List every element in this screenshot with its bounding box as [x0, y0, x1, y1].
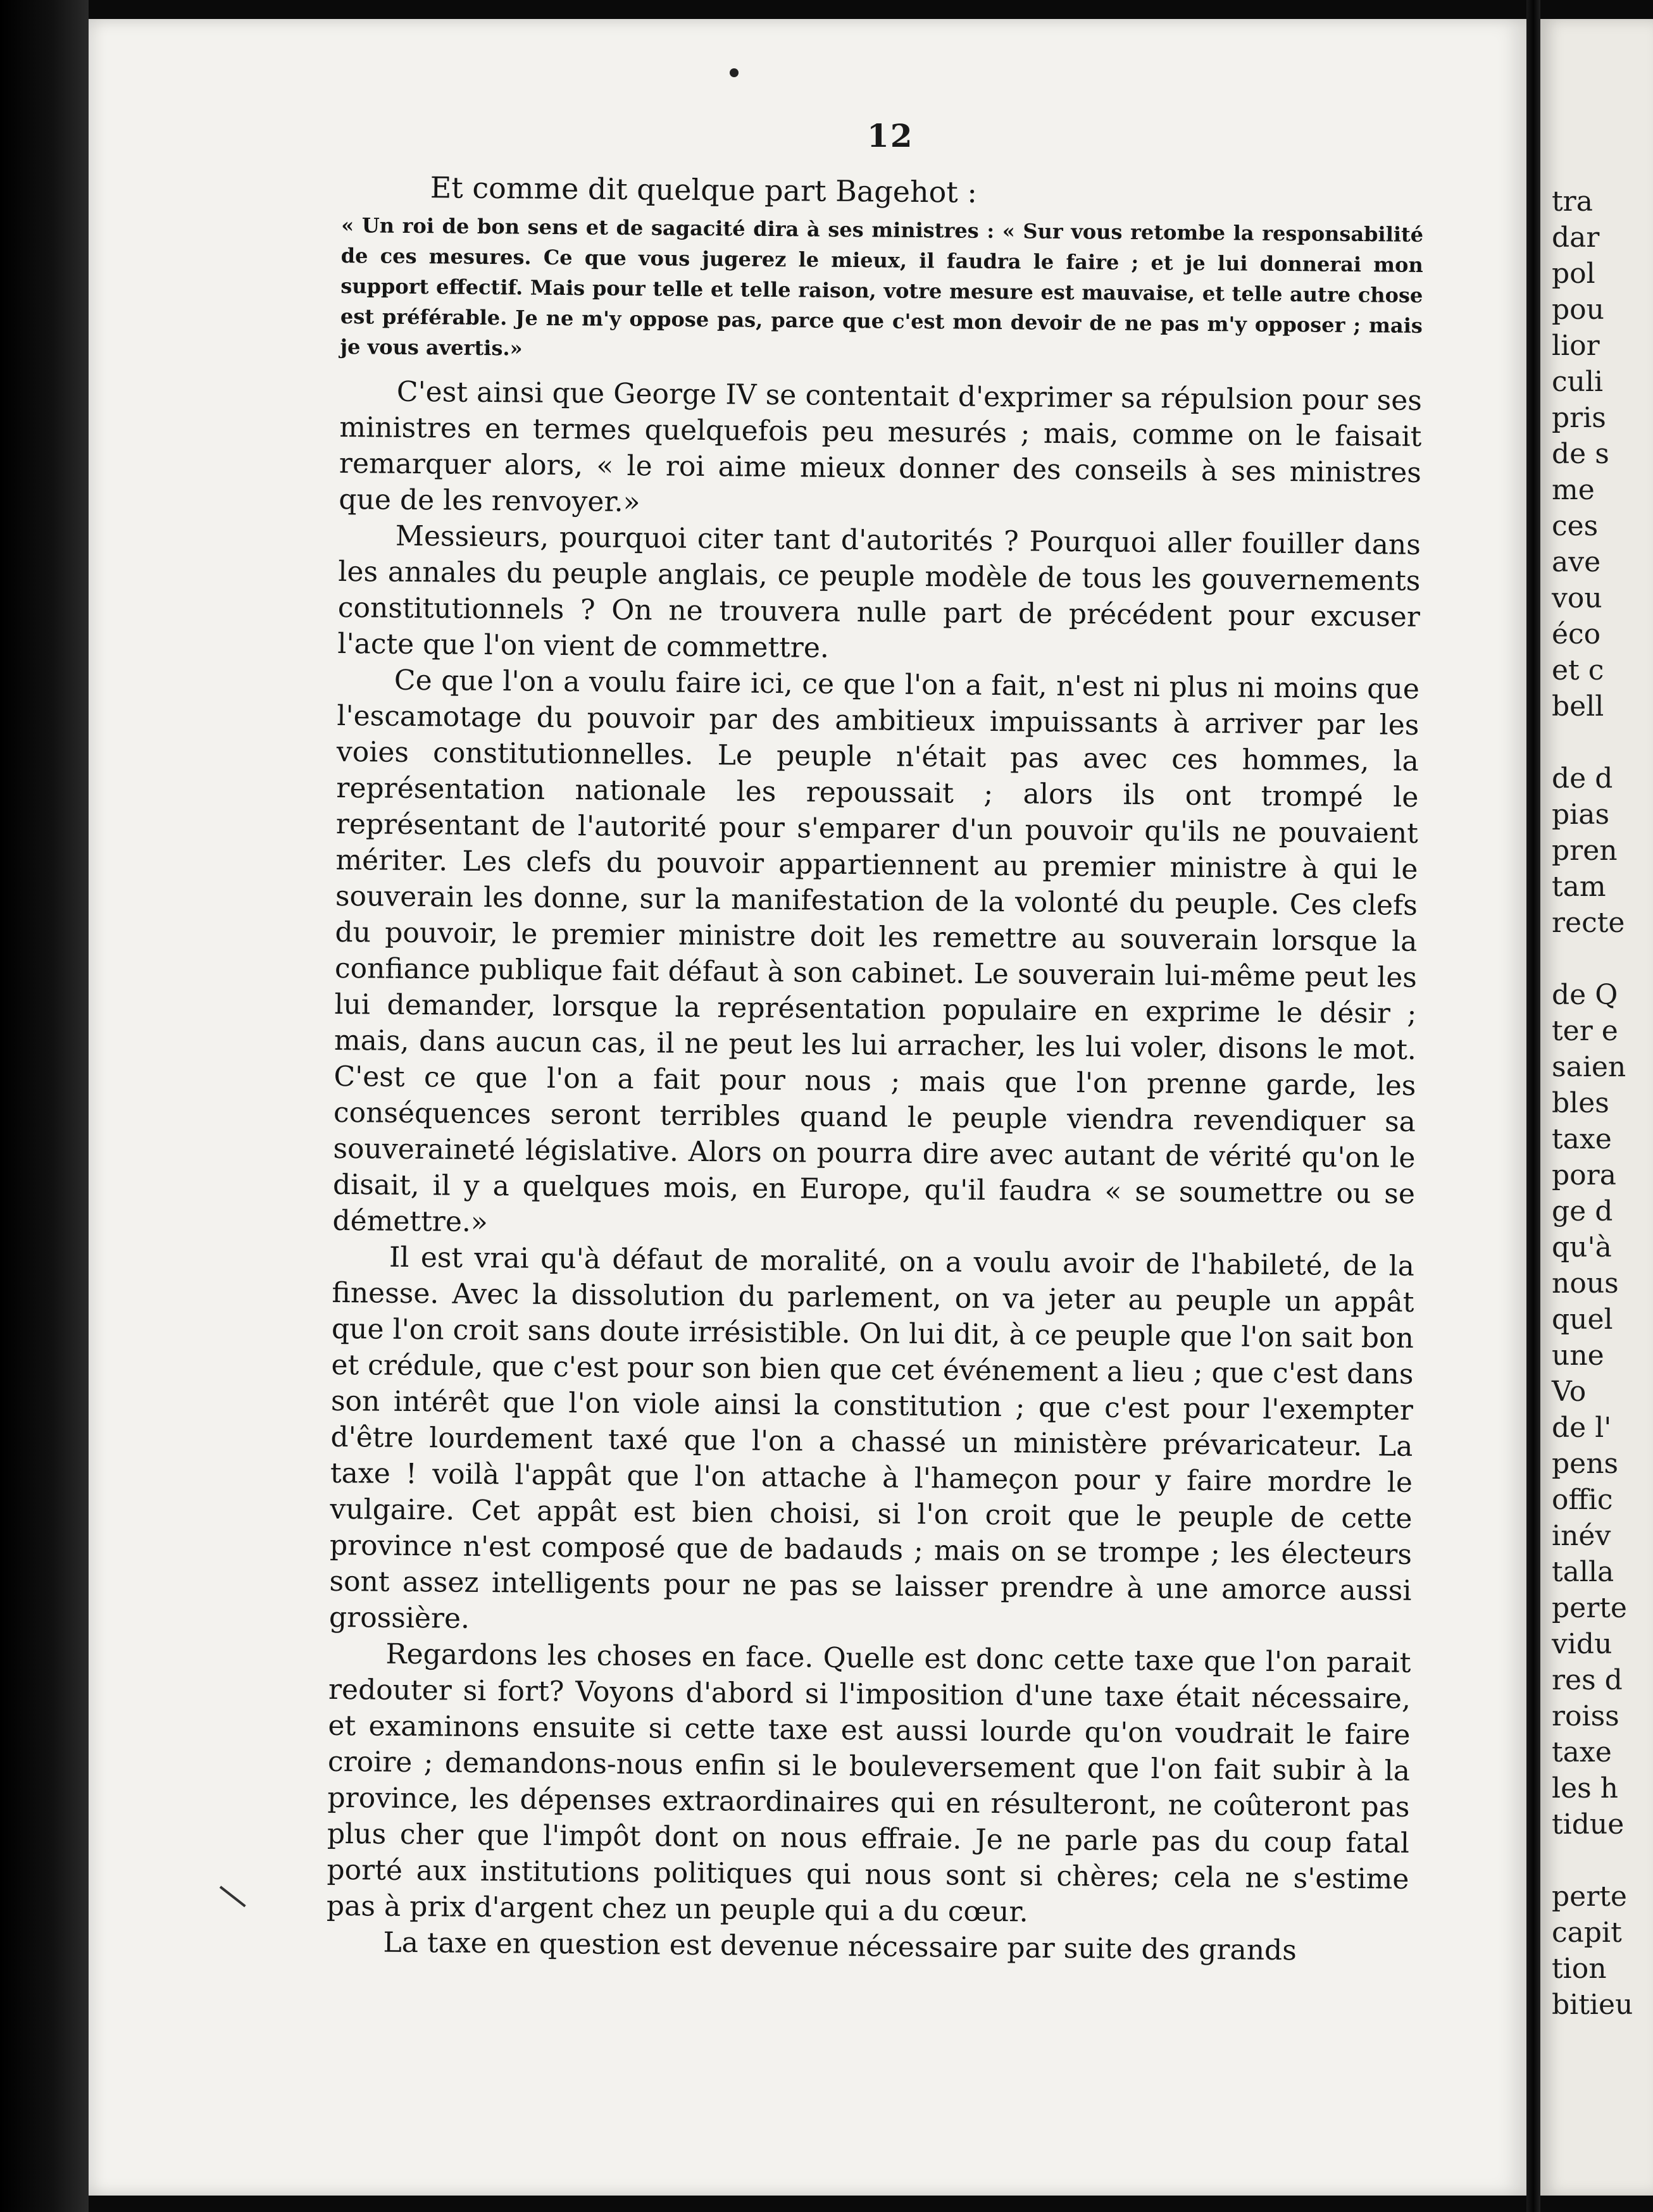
next-page-line: saien — [1552, 1051, 1626, 1083]
next-page-line: dar — [1552, 221, 1600, 254]
next-page-line: Vo — [1552, 1376, 1587, 1408]
ink-dot — [730, 68, 739, 77]
next-page-line: de s — [1552, 438, 1609, 470]
next-page-line: tion — [1552, 1953, 1607, 1985]
next-page-fragment — [1540, 19, 1653, 2196]
next-page-line: de Q — [1552, 979, 1618, 1011]
next-page-line: ces — [1552, 510, 1599, 542]
next-page-line — [1552, 724, 1653, 761]
page-fold — [1526, 0, 1540, 2212]
text-body — [326, 167, 1424, 1970]
paragraph-habilete: Il est vrai qu'à défaut de moralité, on a voulu avoir de l'habileté, de la finesse. Avec la dissolution du parlement, on va jeter au peuple un appât que l'on croit sans doute irrésistible. On lui dit, à ce peuple que l'on sait bon et crédule, que c'est pour son bien que cet événement a lieu ; que c'est dans son intérêt que l'on viole ainsi la constitution ; que c'est pour l'exempter d'être lourdement taxé que l'on a chassé un ministère prévaricateur. La taxe ! voilà l'appât que l'on attache à l'hameçon pour y faire mordre le vulgaire. Cet appât est bien choisi, si l'on croit que le peuple de cette province n'est composé que de badauds ; mais on se trompe ; les électeurs sont assez intelligents pour ne pas se laisser prendre à une amorce aussi grossière. — [328, 1241, 1415, 1635]
next-page-line: pens — [1552, 1448, 1619, 1480]
next-page-text — [1552, 183, 1653, 2023]
next-page-line: une — [1552, 1339, 1604, 1372]
next-page-line: me — [1552, 474, 1595, 506]
next-page-line: pris — [1552, 402, 1606, 434]
next-page-line: bell — [1552, 690, 1604, 723]
next-page-line: tidue — [1552, 1808, 1625, 1841]
next-page-line: ter e — [1552, 1015, 1618, 1047]
next-page-line: de d — [1552, 762, 1613, 795]
paragraph-regardons: Regardons les choses en face. Quelle est donc cette taxe que l'on parait redouter si fort? Voyons d'abord si l'imposition d'une taxe était nécessaire, et examinons ensuite si cette taxe est aussi lourde qu'on voudrait le faire croire ; demandons-nous enfin si le bouleversement que l'on fait subir à la province, les dépenses extraordinaires qui en résulteront, ne coûteront pas plus cher que l'impôt dont on nous effraie. Je ne parle pas du coup fatal porté aux institutions politiques qui nous sont si chères; cela ne s'estime pas à prix d'argent chez un peuple qui a du cœur. — [326, 1637, 1411, 1929]
page-number: 12 — [867, 117, 914, 154]
next-page-line: pol — [1552, 258, 1595, 290]
quote-block: « Un roi de bon sens et de sagacité dira à ses ministres : « Sur vous retombe la responsabilité de ces mesures. Ce que vous jugerez le mieux, il faudra le faire ; et je lui donnerai mon support effectif. Mais pour telle et telle raison, votre mesure est mauvaise, et telle autre chose est préférable. Je ne m'y oppose pas, parce que c'est mon devoir de ne pas m'y opposer ; mais je vous avertis.» — [340, 213, 1424, 361]
next-page-line: capit — [1552, 1917, 1622, 1949]
next-page-line: pren — [1552, 835, 1618, 867]
next-page-line — [1552, 1842, 1653, 1879]
next-page-line: taxe — [1552, 1123, 1612, 1155]
next-page-line: vou — [1552, 582, 1602, 614]
next-page-line: nous — [1552, 1267, 1619, 1300]
next-page-line: vidu — [1552, 1628, 1612, 1660]
next-page-line: res d — [1552, 1664, 1623, 1696]
next-page-line: bitieu — [1552, 1989, 1633, 2021]
next-page-line: ge d — [1552, 1195, 1613, 1227]
next-page-line: tam — [1552, 871, 1606, 903]
next-page-line: pias — [1552, 798, 1610, 831]
next-page-line: pora — [1552, 1159, 1616, 1191]
next-page-line — [1552, 941, 1653, 977]
paragraph-la-taxe: La taxe en question est devenue nécessaire par suite des grands — [383, 1926, 1297, 1967]
next-page-line: perte — [1552, 1592, 1627, 1624]
next-page-line: offic — [1552, 1484, 1613, 1516]
next-page-line: de l' — [1552, 1412, 1612, 1444]
scan-gutter — [0, 0, 89, 2212]
paragraph-escamotage: Ce que l'on a voulu faire ici, ce que l'on a fait, n'est ni plus ni moins que l'escamotage du pouvoir par des ambitieux impuissants à arriver par les voies constitutionnelles. Le peuple n'était pas avec ces hommes, la représentation nationale les repoussait ; alors ils ont trompé le représentant de l'autorité pour s'emparer d'un pouvoir qu'ils ne pouvaient mériter. Les clefs du pouvoir appartiennent au premier ministre à qui le souverain les donne, sur la manifestation de la volonté du peuple. Ces clefs du pouvoir, le premier ministre doit les remettre au souverain lorsque la confiance publique fait défaut à son cabinet. Le souverain lui-même peut les lui demander, lorsque la représentation populaire en exprime le désir ; mais, dans aucun cas, il ne peut les lui arracher, les lui voler, disons le mot. C'est ce que l'on a fait pour nous ; mais que l'on prenne garde, les conséquences seront terribles quand le peuple viendra revendiquer sa souveraineté législative. Alors on pourra dire avec autant de vérité qu'on le disait, il y a quelques mois, en Europe, qu'il faudra « se soumettre ou se démettre.» — [332, 664, 1420, 1239]
next-page-line: roiss — [1552, 1700, 1619, 1732]
next-page-line: recte — [1552, 907, 1625, 939]
next-page-line: quel — [1552, 1303, 1613, 1336]
next-page-line: inév — [1552, 1520, 1611, 1552]
next-page-line: pou — [1552, 294, 1604, 326]
paragraph-messieurs: Messieurs, pourquoi citer tant d'autorités ? Pourquoi aller fouiller dans les annales du peuple anglais, ce peuple modèle de tous les gouvernements constitutionnels ? On ne trouvera nulle part de précédent pour excuser l'acte que l'on vient de commettre. — [337, 519, 1421, 664]
next-page-line: perte — [1552, 1880, 1627, 1913]
next-page-line: ave — [1552, 546, 1601, 578]
next-page-line: talla — [1552, 1556, 1614, 1588]
next-page-line: les h — [1552, 1772, 1619, 1805]
intro-line: Et comme dit quelque part Bagehot : — [430, 170, 978, 209]
next-page-line: taxe — [1552, 1736, 1612, 1768]
paragraph-george-iv: C'est ainsi que George IV se contentait d'exprimer sa répulsion pour ses ministres en termes quelquefois peu mesurés ; mais, comme on le faisait remarquer alors, « le roi aime mieux donner des conseils à ses ministres que de les renvoyer.» — [339, 375, 1423, 519]
next-page-line: tra — [1552, 185, 1593, 218]
next-page-line: lior — [1552, 330, 1600, 362]
next-page-line: culi — [1552, 366, 1604, 398]
next-page-line: et c — [1552, 654, 1604, 687]
next-page-line: qu'à — [1552, 1231, 1612, 1264]
next-page-line: bles — [1552, 1087, 1609, 1119]
next-page-line: éco — [1552, 618, 1601, 650]
